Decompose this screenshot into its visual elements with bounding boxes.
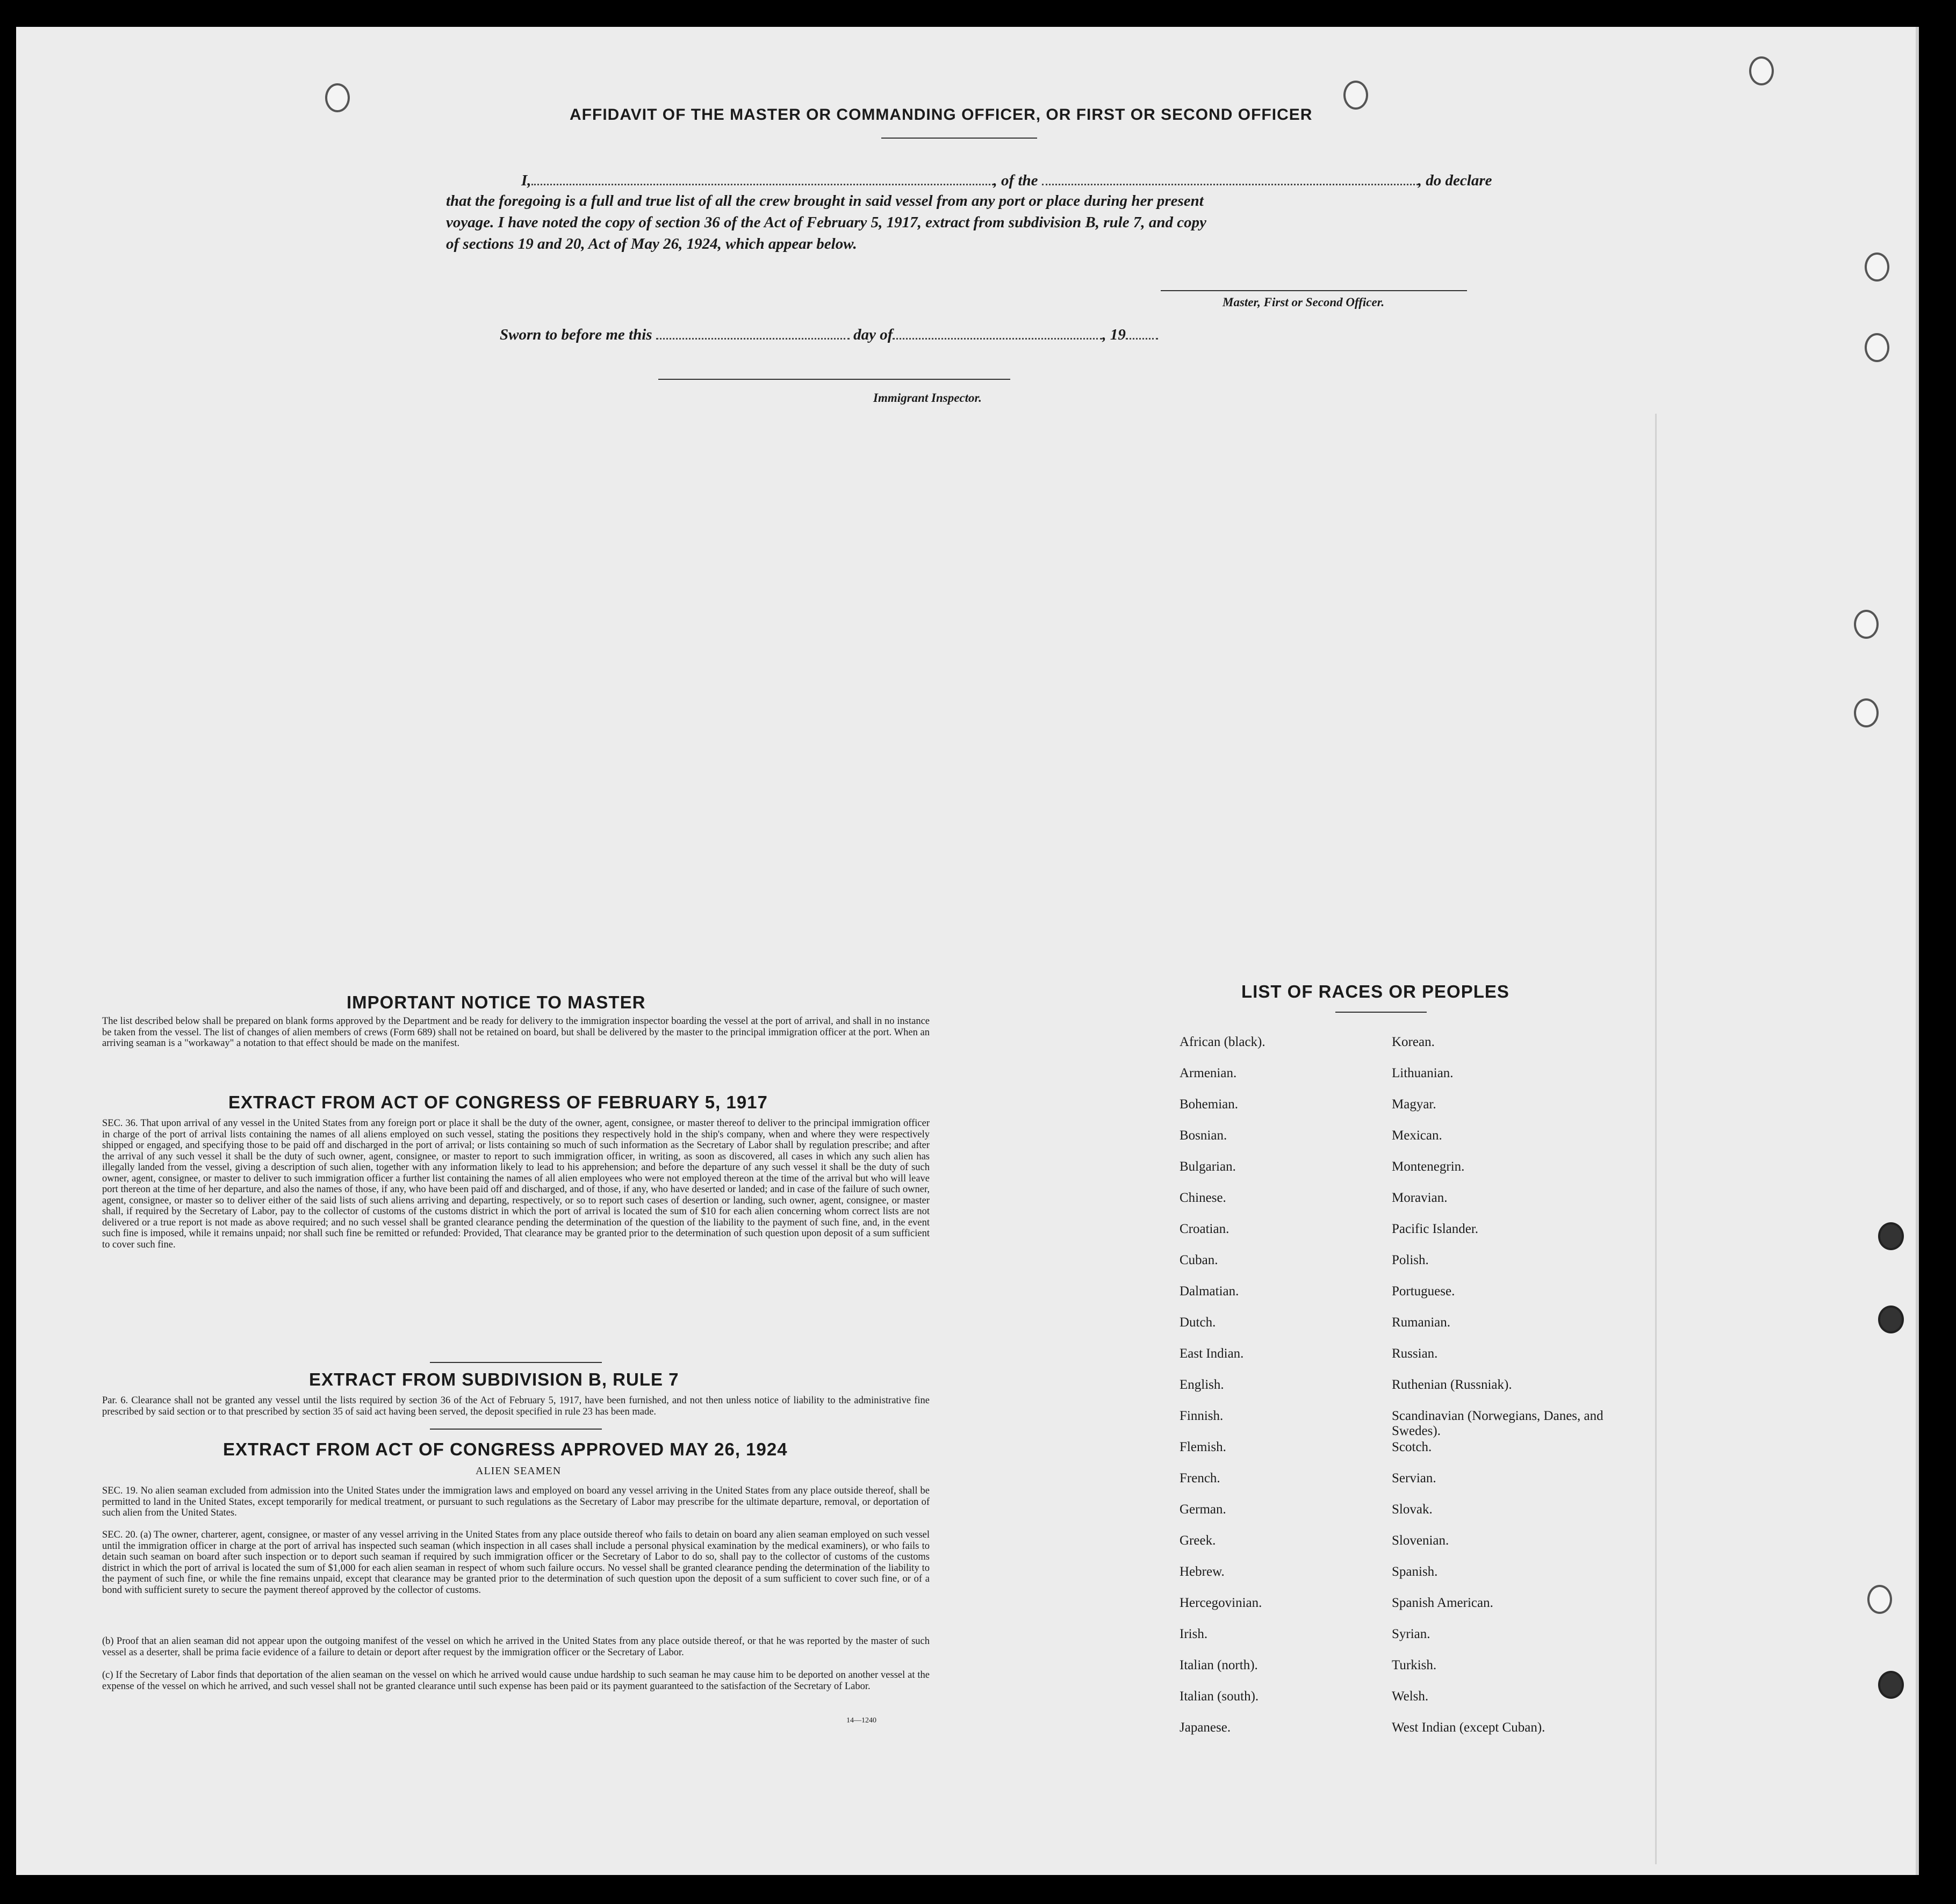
race-item: Italian (south).	[1180, 1689, 1259, 1704]
document-sheet	[16, 27, 1919, 1875]
affidavit-declare: , do declare	[1418, 172, 1492, 189]
form-number: 14—1240	[846, 1717, 876, 1725]
race-item: Moravian.	[1392, 1191, 1448, 1205]
race-item: Turkish.	[1392, 1658, 1437, 1672]
punch-hole	[1878, 1306, 1904, 1333]
race-item: Finnish.	[1180, 1409, 1224, 1423]
punch-hole	[1865, 333, 1889, 362]
race-item: Russian.	[1392, 1346, 1438, 1361]
race-item: Pacific Islander.	[1392, 1222, 1479, 1236]
race-item: Lithuanian.	[1392, 1066, 1454, 1080]
race-item: Cuban.	[1180, 1253, 1218, 1267]
sworn-year: , 19	[1102, 326, 1126, 343]
punch-hole	[1878, 1222, 1904, 1250]
race-item: French.	[1180, 1471, 1220, 1485]
sworn-day-of: day of	[853, 326, 893, 343]
race-item: Montenegrin.	[1392, 1159, 1465, 1174]
race-item: Flemish.	[1180, 1440, 1226, 1454]
extract-1924-subtitle: ALIEN SEAMEN	[476, 1465, 562, 1477]
race-item: Chinese.	[1180, 1191, 1226, 1205]
race-item: Portuguese.	[1392, 1284, 1455, 1299]
rule7-title: EXTRACT FROM SUBDIVISION B, RULE 7	[309, 1369, 679, 1389]
master-signature-label: Master, First or Second Officer.	[1222, 295, 1385, 309]
race-item: Slovak.	[1392, 1502, 1433, 1517]
race-item: Polish.	[1392, 1253, 1429, 1267]
punch-hole	[1878, 1671, 1904, 1699]
race-item: Mexican.	[1392, 1128, 1442, 1143]
race-item: Bosnian.	[1180, 1128, 1227, 1143]
race-item: Irish.	[1180, 1627, 1208, 1641]
vessel-blank	[1042, 171, 1418, 185]
affidavit-line-4: of sections 19 and 20, Act of May 26, 1924, which appear below.	[446, 235, 857, 253]
race-item: East Indian.	[1180, 1346, 1244, 1361]
punch-hole	[325, 83, 350, 112]
affidavit-of-the: , of the	[993, 172, 1038, 189]
master-signature-line	[1161, 290, 1467, 291]
name-blank	[531, 171, 994, 185]
punch-hole	[1749, 56, 1774, 85]
bleed-through	[1655, 414, 1872, 1864]
race-item: Hebrew.	[1180, 1564, 1225, 1579]
punch-hole	[1343, 81, 1368, 110]
sec-20a: SEC. 20. (a) The owner, charterer, agent, consignee, or master of any vessel arriving in the United States from any place outside thereof who fails to detain on board any alien seaman employed on such vessel until the immigration officer in charge at the port of arrival has inspected such seaman (which inspection in all cases shall include a personal physical examination by the medical examiners), or who fails to detain such seaman on board after such inspection or to deport such seaman if required by such immigration officer or the Secretary of Labor to do so, shall pay to the collector of customs of the customs district in which the port of arrival is located the sum of $1,000 for each alien seaman in respect of whom such failure occurs. No vessel shall be granted clearance pending the determination of the liability to the payment of such fine, or while the fine remains unpaid, except that clearance may be granted prior to the determination of such question upon the deposit of a sum sufficient to cover such fine, or of a bond with sufficient surety to secure the payment thereof approved by the collector of customs.	[102, 1530, 930, 1596]
punch-hole	[1865, 253, 1889, 282]
race-item: Spanish.	[1392, 1564, 1438, 1579]
divider	[1335, 1012, 1427, 1013]
affidavit-i: I,	[521, 172, 531, 189]
race-item: Croatian.	[1180, 1222, 1229, 1236]
race-item: African (black).	[1180, 1035, 1265, 1049]
notice-title: IMPORTANT NOTICE TO MASTER	[347, 992, 646, 1012]
sec-20c: (c) If the Secretary of Labor finds that deportation of the alien seaman on the vessel on which he arrived would cause undue hardship to such seaman he may cause him to be deported on another vessel at the expense of the vessel on which he arrived, and such vessel shall not be granted clearance until such expense has been paid or its payment guaranteed to the satisfaction of the Secretary of Labor.	[102, 1670, 930, 1692]
extract-1917-title: EXTRACT FROM ACT OF CONGRESS OF FEBRUARY 5, 1917	[228, 1092, 768, 1112]
affidavit-line-3: voyage. I have noted the copy of section 36 of the Act of February 5, 1917, extract from subdivision B, rule 7, and copy	[446, 214, 1206, 231]
race-item: Welsh.	[1392, 1689, 1429, 1704]
races-right-column	[1392, 1035, 1644, 1751]
month-blank	[893, 325, 1102, 340]
divider	[430, 1429, 602, 1430]
race-item: Dutch.	[1180, 1315, 1216, 1330]
race-item: West Indian (except Cuban).	[1392, 1720, 1545, 1735]
inspector-label: Immigrant Inspector.	[873, 391, 982, 405]
race-item: Servian.	[1392, 1471, 1436, 1485]
extract-1924-title: EXTRACT FROM ACT OF CONGRESS APPROVED MAY 26, 1924	[223, 1439, 788, 1459]
sworn-prefix: Sworn to before me this	[500, 326, 652, 343]
extract-1917-body: SEC. 36. That upon arrival of any vessel in the United States from any foreign port or place it shall be the duty of the owner, agent, consignee, or master thereof to deliver to the principal immigration officer in charge of the port of arrival lists containing the names of all aliens employed on such vessel, stating the positions they respectively hold in the ship's company, when and where they were respectively shipped or engaged, and specifying those to be paid off and discharged in the port of arrival; or lists containing so much of such information as the Secretary of Labor shall by regulation prescribe; and after the arrival of any such vessel it shall be the duty of such owner, agent, consignee, or master to report to such immigration officer, in writing, as soon as discovered, all cases in which any such alien has illegally landed from the vessel, giving a description of such alien, together with any information likely to lead to his apprehension; and before the departure of any such vessel it shall be the duty of such owner, agent, consignee, or master to deliver to such immigration officer a further list containing the names of all alien employees who were not employed thereon at the time of the arrival but who will leave port thereon at the time of her departure, and also the names of those, if any, who have been paid off and discharged, and of those, if any, who have deserted or landed; and in case of the failure of such owner, agent, consignee, or master so to deliver either of the said lists of such aliens arriving and departing, respectively, or so to report such cases of desertion or landing, such owner, agent, consignee, or master shall, if required by the Secretary of Labor, pay to the collector of customs of the customs district in which the port of arrival is located the sum of $10 for each alien concerning whom correct lists are not delivered or a true report is not made as above required; and no such vessel shall be granted clearance pending the determination of the question of the liability to the payment of such fine, and, in the event such fine is imposed, while it remains unpaid; nor shall such fine be remitted or refunded: Provided, That clearance may be granted prior to the determination of such question upon deposit of a sum sufficient to cover such fine.	[102, 1118, 930, 1250]
year-blank	[1126, 325, 1158, 340]
race-item: Japanese.	[1180, 1720, 1231, 1735]
races-left-column	[1180, 1035, 1373, 1751]
race-item: Scandinavian (Norwegians, Danes, and Swedes).	[1392, 1409, 1603, 1438]
sec-20b: (b) Proof that an alien seaman did not appear upon the outgoing manifest of the vessel on which he arrived in the United States from any place outside thereof, or that he was reported by the master of such vessel as a deserter, shall be prima facie evidence of a failure to detain or deport after request by the immigration officer or the Secretary of Labor.	[102, 1636, 930, 1658]
affidavit-line-1	[521, 171, 1492, 190]
race-item: Armenian.	[1180, 1066, 1237, 1080]
races-title: LIST OF RACES OR PEOPLES	[1241, 982, 1509, 1001]
sworn-line	[500, 325, 1158, 344]
race-item: Ruthenian (Russniak).	[1392, 1377, 1512, 1392]
race-item: Korean.	[1392, 1035, 1435, 1049]
race-item: Greek.	[1180, 1533, 1216, 1548]
divider	[430, 1362, 602, 1363]
race-item: Hercegovinian.	[1180, 1596, 1262, 1610]
rule7-body: Par. 6. Clearance shall not be granted any vessel until the lists required by section 36 of the Act of February 5, 1917, have been furnished, and not then unless notice of liability to the administrative fine prescribed by said section or to that prescribed by section 35 of said act having been served, the deposit specified in rule 23 has been made.	[102, 1395, 930, 1417]
race-item: Magyar.	[1392, 1097, 1436, 1112]
race-item: Scotch.	[1392, 1440, 1432, 1454]
affidavit-title: AFFIDAVIT OF THE MASTER OR COMMANDING OFFICER, OR FIRST OR SECOND OFFICER	[570, 106, 1313, 124]
race-item: Bulgarian.	[1180, 1159, 1236, 1174]
affidavit-line-2: that the foregoing is a full and true list of all the crew brought in said vessel from any port or place during her present	[446, 192, 1204, 210]
race-item: Spanish American.	[1392, 1596, 1493, 1610]
divider	[881, 138, 1037, 139]
race-item: Syrian.	[1392, 1627, 1430, 1641]
race-item: Bohemian.	[1180, 1097, 1239, 1112]
sec-19: SEC. 19. No alien seaman excluded from admission into the United States under the immigration laws and employed on board any vessel arriving in the United States from any place outside thereof, shall be permitted to land in the United States, except temporarily for medical treatment, or pursuant to such regulations as the Secretary of Labor may prescribe for the ultimate departure, removal, or deportation of such alien from the United States.	[102, 1485, 930, 1518]
race-item: Rumanian.	[1392, 1315, 1451, 1330]
race-item: Slovenian.	[1392, 1533, 1449, 1548]
inspector-signature-line	[658, 379, 1010, 380]
notice-body: The list described below shall be prepared on blank forms approved by the Department and be ready for delivery to the immigration inspector boarding the vessel at the port of arrival, and shall in no instance be taken from the vessel. The list of changes of alien members of crews (Form 689) shall not be retained on board, but shall be delivered by the master to the principal immigration officer at the port. When an arriving seaman is a "workaway" a notation to that effect should be made on the manifest.	[102, 1016, 930, 1049]
day-blank	[656, 325, 850, 340]
race-item: Dalmatian.	[1180, 1284, 1239, 1299]
race-item: Italian (north).	[1180, 1658, 1258, 1672]
race-item: German.	[1180, 1502, 1226, 1517]
race-item: English.	[1180, 1377, 1224, 1392]
